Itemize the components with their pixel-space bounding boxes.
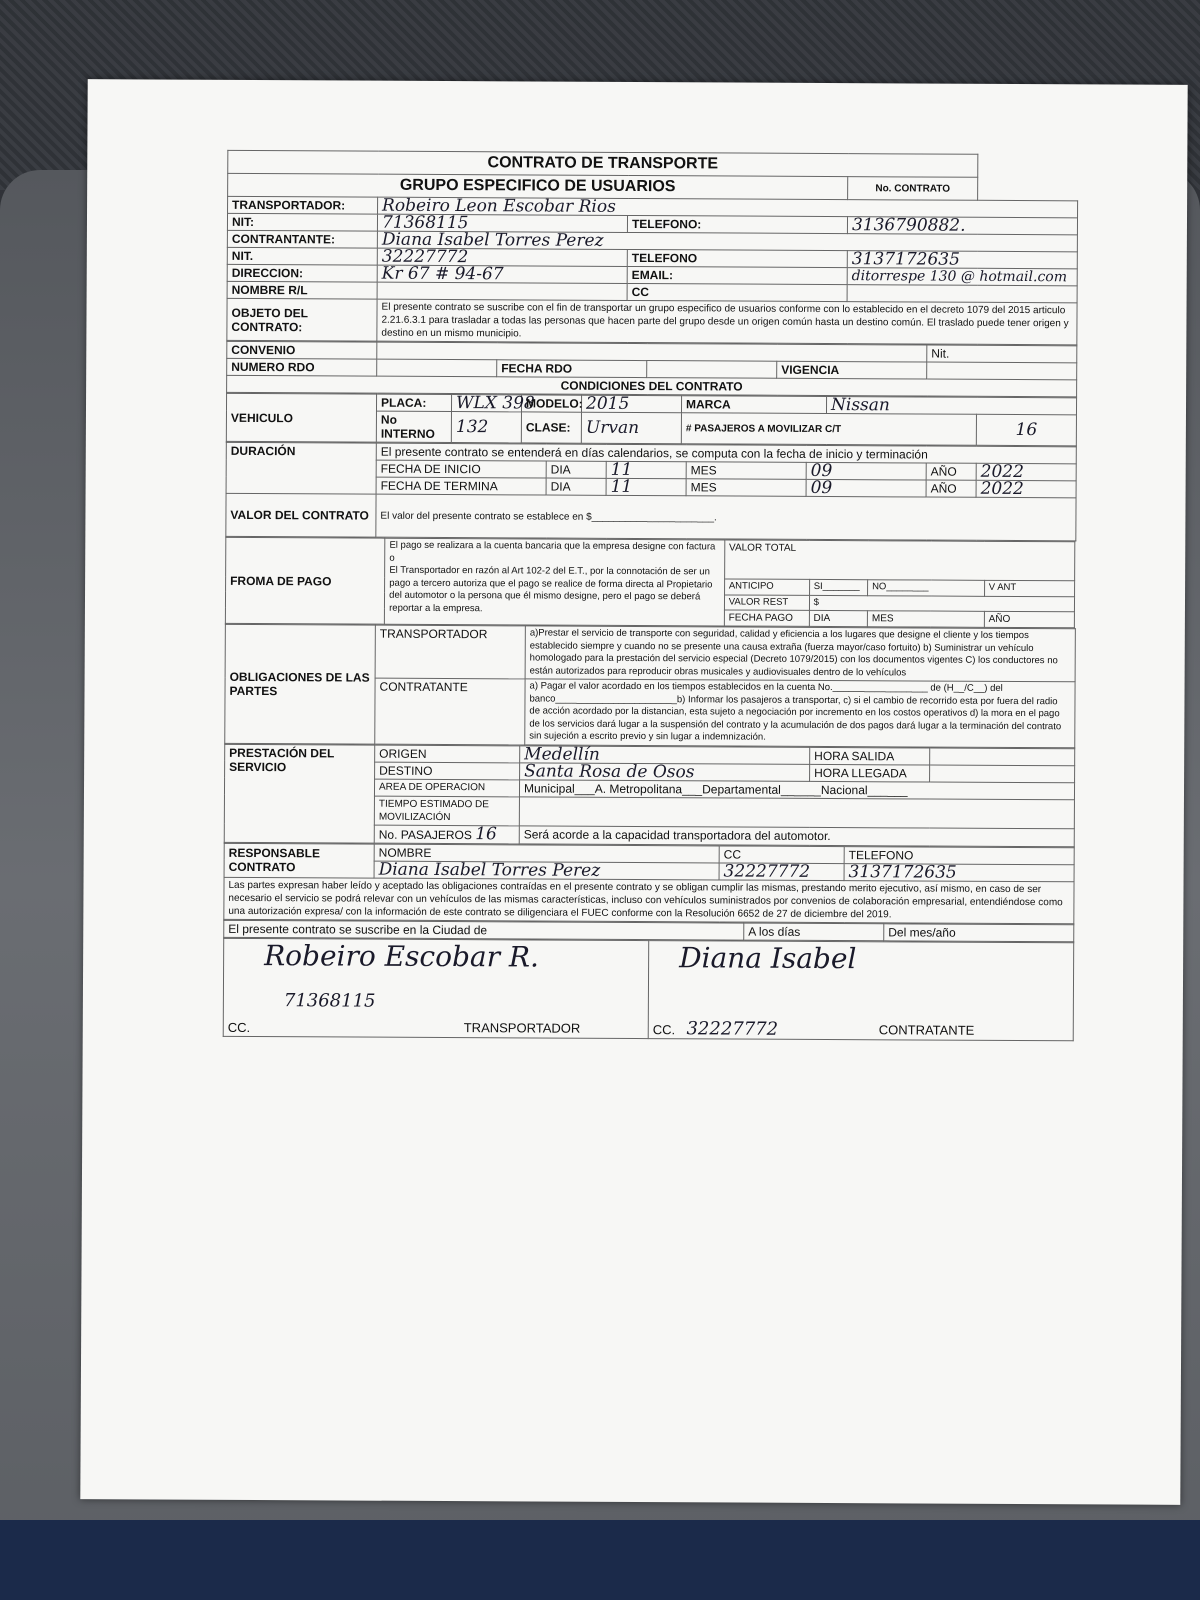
- destino-label: DESTINO: [375, 762, 520, 780]
- valor-rest-symbol: $: [809, 595, 1074, 612]
- convenio-nit-label: Nit.: [927, 345, 1077, 363]
- inicio-mes-label: MES: [686, 462, 806, 480]
- hora-llegada-label: HORA LLEGADA: [810, 764, 930, 782]
- contract-subtitle: GRUPO ESPECIFICO DE USUARIOS: [228, 173, 848, 199]
- fecha-termina-label: FECHA DE TERMINA: [376, 477, 546, 495]
- valor-rest-label: VALOR REST: [724, 594, 809, 610]
- dias-label: A los días: [744, 923, 884, 941]
- convenio-label: CONVENIO: [227, 341, 377, 359]
- header-table: [226, 150, 1078, 345]
- valor-total-label: VALOR TOTAL: [724, 540, 1074, 581]
- pago-text-2: El Transportador en razón al Art 102-2 del E.T., por la connotación de ser un pago a tercero autoriza que el pago se realice de forma directa al Propietario del automotor o la persona que él mismo designe, pero el pago se deberá reportar a la empresa.: [389, 564, 713, 614]
- pago-label: FROMA DE PAGO: [225, 537, 385, 624]
- nit-label: NIT:: [227, 213, 377, 231]
- nit2-label: NIT.: [227, 247, 377, 265]
- nombre-rl-label: NOMBRE R/L: [227, 281, 377, 299]
- nit2-value: 32227772: [377, 248, 627, 266]
- termina-ano-value: 2022: [976, 480, 1076, 498]
- valor-text: El valor del presente contrato se establece en $______________________.: [376, 494, 1076, 541]
- responsable-nombre-label: NOMBRE: [374, 844, 719, 863]
- contract-form: [223, 150, 1078, 1041]
- condiciones-label: CONDICIONES DEL CONTRATO: [227, 375, 1077, 396]
- responsable-cc-value: 32227772: [719, 862, 844, 880]
- termina-ano-label: AÑO: [926, 480, 976, 497]
- contratante-label: CONTRANTANTE:: [227, 230, 377, 248]
- no-contrato-label: No. CONTRATO: [848, 177, 978, 201]
- interno-label: No INTERNO: [376, 411, 451, 442]
- responsable-table: [223, 842, 1074, 923]
- obligaciones-contratante-text: a) Pagar el valor acordado en los tiempos establecidos en la cuenta No.__________________ de (H__/C__) del banco_______________________b) Informar los pasajeros a transportar, c) si el cambio de recorrido esta por fuera del radio de acción acordado por la distancian, esta sujeto a negociación por incremento en los costos operativos d) la mora en el pago de los servicios dará lugar a la suspensión del contrato y la acumulación de dos pagos dará lugar a la terminación del contrato sin sujeción a escrito previo y sin lugar a indemnización.: [525, 679, 1075, 747]
- anticipo-no: NO________: [868, 580, 985, 596]
- duracion-text: El presente contrato se entenderá en días calendarios, se computa con la fecha de inicio y terminación: [376, 443, 1076, 464]
- responsable-nombre-value: Diana Isabel Torres Perez: [374, 861, 719, 880]
- responsable-tel-value: 3137172635: [844, 863, 1074, 881]
- nit-value: 71368115: [377, 214, 627, 232]
- termina-mes-value: 09: [806, 479, 926, 497]
- clase-label: CLASE:: [521, 412, 581, 443]
- anticipo-si: SI_______: [809, 579, 867, 595]
- obligaciones-transportador-text: a)Prestar el servicio de transporte con seguridad, calidad y eficiencia a los lugares que designe el cliente y los tiempos establecido siempre y cuando no se presente una causa extraña (fuerza mayor/caso fortuito) b) Suministrar un vehículo homologado para la prestación del servicio especial (Decreto 1079/2015) con los documentos vigentes C) los conductores no están autorizados para reproducir obras musicales y audiovisuales dentro de lo vehículos: [525, 626, 1075, 682]
- firma-transportador-cell: [223, 938, 649, 1038]
- origen-label: ORIGEN: [375, 745, 520, 763]
- pago-text-1: El pago se realizara a la cuenta bancaria que la empresa designe con factura o: [389, 539, 716, 564]
- contratante-cc-value: 32227772: [686, 1017, 779, 1040]
- transportador-cc-label: CC.: [227, 1019, 251, 1035]
- contratante-cc-label: CC.: [652, 1021, 676, 1037]
- transportador-label: TRANSPORTADOR: [463, 1019, 581, 1036]
- fecha-pago-dia: DIA: [809, 610, 867, 626]
- inicio-dia-value: 11: [606, 461, 686, 478]
- pasajeros-label: # PASAJEROS A MOVILIZAR C/T: [681, 413, 976, 446]
- origen-value: Medellín: [520, 745, 810, 764]
- ciudad-label: El presente contrato se suscribe en la Ciudad de: [224, 920, 744, 940]
- contract-title: CONTRATO DE TRANSPORTE: [228, 150, 978, 177]
- no-pasajeros-label: No. PASAJEROS: [378, 827, 472, 842]
- objeto-label: OBJETO DEL CONTRATO:: [227, 298, 377, 341]
- fecha-pago-label: FECHA PAGO: [724, 610, 809, 626]
- objeto-text: El presente contrato se suscribe con el fin de transportar un grupo especifico de usuarios conforme con lo establecido en el decreto 1079 del 2015 articulo 2.21.6.3.1 para trasladar a todas las personas que hacen parte del grupo desde un origen común hasta un destino común. El traslado puede tener origen y destino en un mismo municipio.: [377, 299, 1077, 345]
- transportador-value: Robeiro Leon Escobar Rios: [378, 197, 1078, 218]
- vigencia-label: VIGENCIA: [777, 361, 927, 379]
- fecha-pago-mes: MES: [867, 611, 984, 628]
- termina-mes-label: MES: [686, 479, 806, 497]
- obligaciones-transportador-label: TRANSPORTADOR: [375, 625, 525, 679]
- email-label: EMAIL:: [627, 266, 847, 284]
- pasajeros-value: 16: [976, 414, 1076, 446]
- transportador-label: TRANSPORTADOR:: [228, 196, 378, 214]
- vehiculo-table: [226, 393, 1077, 446]
- placa-label: PLACA:: [376, 394, 451, 411]
- contratante-value: Diana Isabel Torres Perez: [377, 231, 1077, 252]
- telefono-label: TELEFONO:: [627, 215, 847, 233]
- duracion-table: [225, 442, 1077, 541]
- responsable-cc-label: CC: [719, 845, 844, 863]
- numero-rdo-label: NUMERO RDO: [227, 358, 377, 376]
- contract-sheet: [80, 79, 1187, 1505]
- telefono-value: 3136790882.: [847, 217, 1077, 235]
- responsable-label: RESPONSABLE CONTRATO: [224, 843, 374, 878]
- vehiculo-label: VEHICULO: [226, 393, 376, 442]
- fecha-pago-ano: AÑO: [984, 611, 1074, 627]
- contratante-label: CONTRATANTE: [878, 1021, 975, 1038]
- contratante-signature: Diana Isabel: [679, 940, 857, 975]
- mes-ano-label: Del mes/año: [884, 923, 1074, 941]
- inicio-dia-label: DIA: [546, 461, 606, 478]
- firmas-table: [223, 937, 1075, 1040]
- no-pasajeros-value: 16: [475, 823, 497, 844]
- hora-salida-label: HORA SALIDA: [810, 747, 930, 765]
- transportador-cc-value: 71368115: [283, 989, 376, 1012]
- direccion-value: Kr 67 # 94-67: [377, 265, 627, 283]
- inicio-ano-value: 2022: [976, 463, 1076, 481]
- inicio-mes-value: 09: [806, 462, 926, 480]
- modelo-label: MODELO:: [521, 395, 581, 412]
- transportador-signature: Robeiro Escobar R.: [264, 938, 539, 974]
- interno-value: 132: [451, 412, 521, 443]
- responsable-tel-label: TELEFONO: [844, 846, 1074, 864]
- marca-value: Nissan: [826, 397, 1076, 415]
- termina-dia-value: 11: [606, 478, 686, 495]
- fecha-rdo-label: FECHA RDO: [497, 360, 647, 378]
- placa-value: WLX 398: [451, 395, 521, 412]
- email-value: ditorrespe 130 @ hotmail.com: [847, 268, 1077, 286]
- prestacion-label: PRESTACIÓN DEL SERVICIO: [224, 744, 375, 843]
- tiempo-label: TIEMPO ESTIMADO DE MOVILIZACIÓN: [374, 796, 519, 826]
- destino-value: Santa Rosa de Osos: [520, 762, 810, 781]
- telefono2-value: 3137172635: [847, 251, 1077, 269]
- cc-label: CC: [627, 283, 847, 301]
- duracion-label: DURACIÓN: [226, 442, 376, 494]
- marca-label: MARCA: [681, 396, 826, 414]
- clase-value: Urvan: [581, 412, 681, 444]
- floor-strip: [0, 1520, 1200, 1600]
- obligaciones-label: OBLIGACIONES DE LAS PARTES: [225, 624, 376, 743]
- declaracion-text: Las partes expresan haber leído y aceptado las obligaciones contraídas en el presente contrato y se obligan cumplir las mismas, prestando merito ejecutivo, así mismo, en caso de ser necesario el servicio se podrá relevar con un vehículos de las mismas características, incluso con vehículos suministrados por convenios de colaboración empresarial, entendiéndose como una autorización expresa/ con la información de este contrato se diligenciara el FUEC conforme con la Resolución 6652 de 27 de diciembre del 2019.: [224, 877, 1074, 923]
- direccion-label: DIRECCION:: [227, 264, 377, 282]
- anticipo-vant: V ANT: [984, 580, 1074, 596]
- convenio-table: [226, 341, 1077, 397]
- termina-dia-label: DIA: [546, 478, 606, 495]
- anticipo-label: ANTICIPO: [724, 579, 809, 595]
- firma-contratante-cell: [648, 940, 1074, 1040]
- telefono2-label: TELEFONO: [627, 249, 847, 267]
- obligaciones-contratante-label: CONTRATANTE: [375, 678, 525, 744]
- prestacion-table: [224, 743, 1076, 846]
- pago-table: [225, 537, 1075, 628]
- obligaciones-table: [224, 624, 1076, 748]
- inicio-ano-label: AÑO: [926, 463, 976, 480]
- area-label: AREA DE OPERACION: [374, 779, 519, 797]
- area-text: Municipal___A. Metropolitana___Departamental______Nacional______: [519, 779, 1074, 799]
- fecha-inicio-label: FECHA DE INICIO: [376, 460, 546, 478]
- valor-label: VALOR DEL CONTRATO: [226, 493, 376, 537]
- modelo-value: 2015: [581, 395, 681, 413]
- capacidad-text: Será acorde a la capacidad transportadora del automotor.: [519, 825, 1074, 846]
